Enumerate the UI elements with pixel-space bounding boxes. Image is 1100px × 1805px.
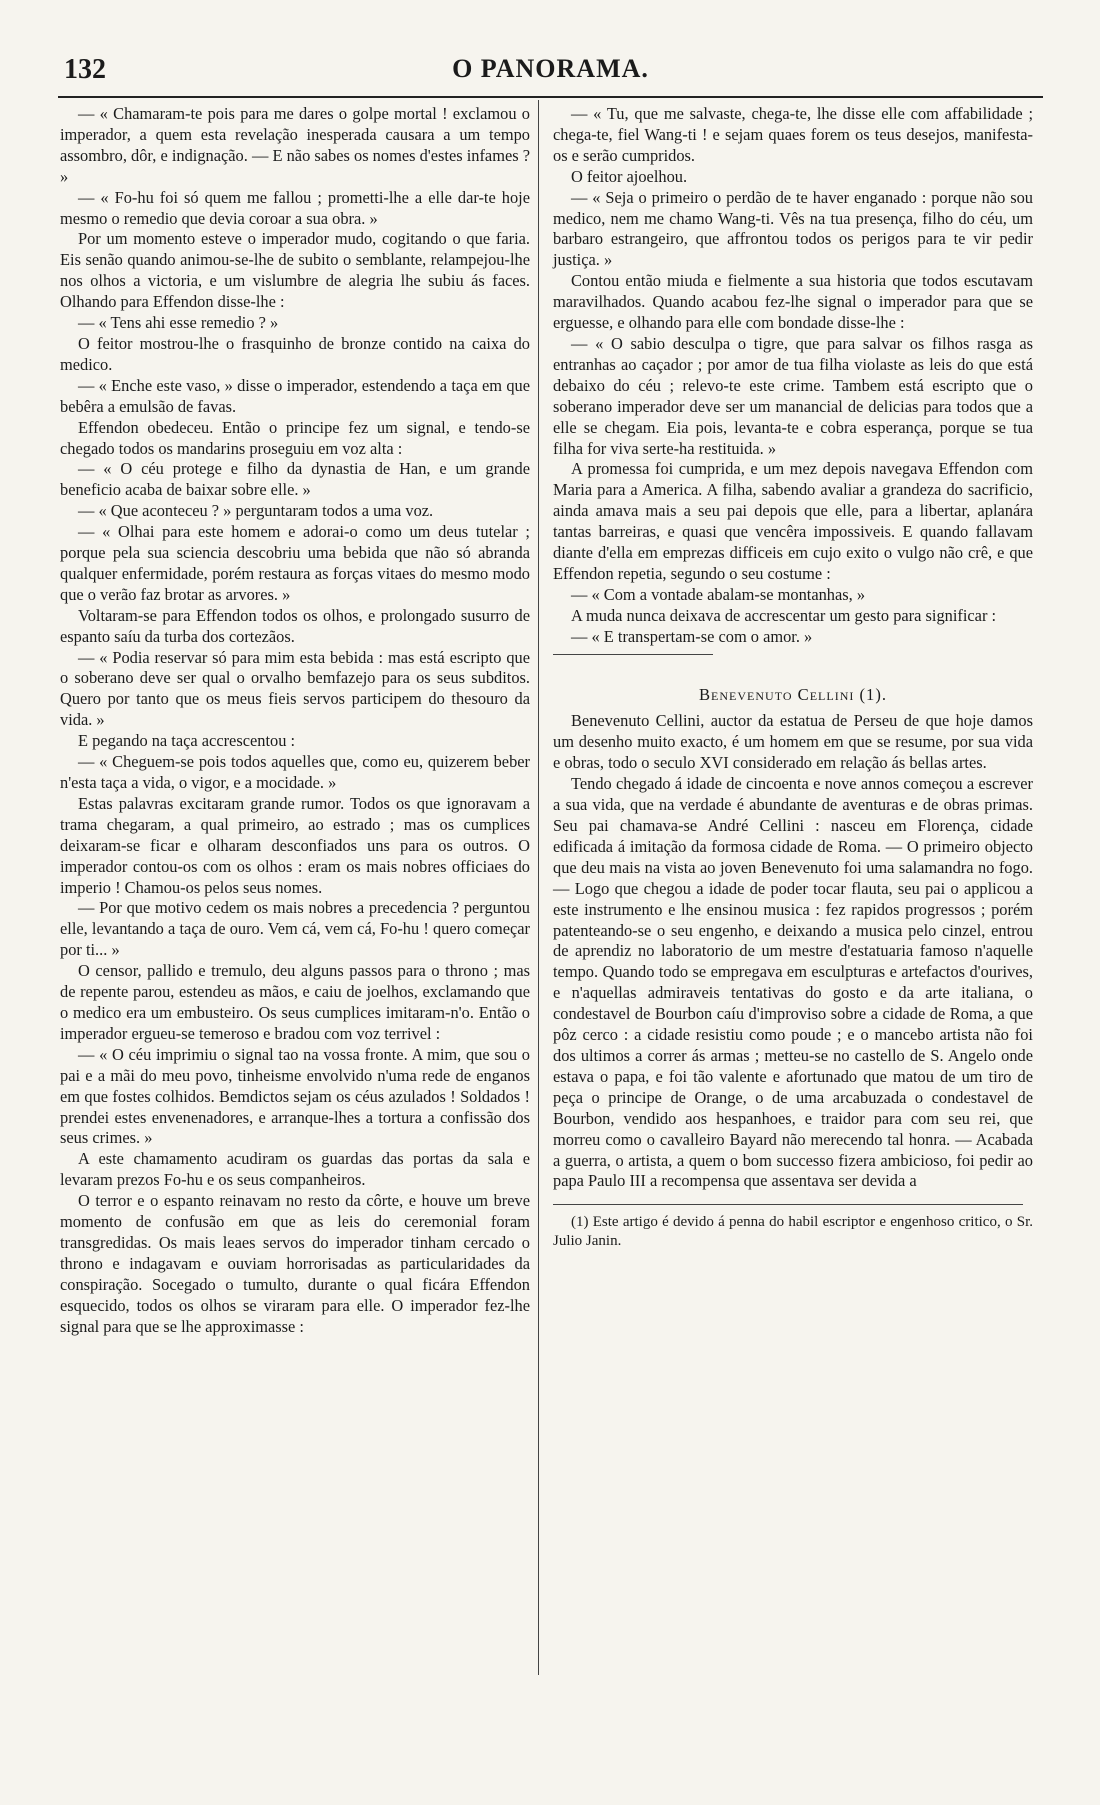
paragraph: O feitor ajoelhou. xyxy=(571,166,688,186)
right-column xyxy=(553,104,1033,1251)
paragraph: — « Que aconteceu ? » perguntaram todos a uma voz. xyxy=(78,501,434,521)
header-rule xyxy=(58,96,1043,98)
section-paragraph: Benevenuto Cellini, auctor da estatua de Perseu de que hoje damos um desenho muito exacto, é um homem em que se resume, por sua vida e obras, todo o seculo XVI considerado em relação ás bellas artes. xyxy=(553,711,1033,773)
section-paragraph: Tendo chegado á idade de cincoenta e nove annos começou a escrever a sua vida, que na verdade é abundante de aventuras e de obras primas. Seu pai chamava-se André Cellini : nasceu em Florença, cidade edificada á imitação da formosa cidade de Roma. — O primeiro objecto que deu mais na vista ao joven Benevenuto foi uma salamandra no fogo. — Logo que chegou a idade de poder tocar flauta, seu pai o applicou a este instrumento e lhe ensinou musica : fez rapidos progressos ; porém patenteando-se o seu engenho, e deixando a musica pelo cinzel, entrou de aprendiz no laboratorio de um mestre d'estatuaria famoso n'aquelle tempo. Quando todo se empregava em esculpturas e artefactos d'ourives, e n'aquellas admiraveis tentativas do gosto e da arte italiana, o condestavel de Bourbon caíu d'improviso sobre a cidade de Roma, a que pôz cerco : a cidade resistiu como poude ; e o mancebo artista não foi dos ultimos a correr ás armas ; metteu-se no castello de S. Angelo onde estava o papa, e foi tão valente e afortunado que matou de um tiro de peça o principe de Orange, o de uma arcabuzada o condestavel de Bourbon, vendido aos hespanhoes, e traidor para com seu rei, que morreu como o cavalleiro Bayard não merecendo tal honra. — Acabada a guerra, o artista, a quem o bom successo fizera ambicioso, foi pedir ao papa Paulo III a recompensa que assentava ser devida a xyxy=(553,774,1033,1191)
paragraph: — « O sabio desculpa o tigre, que para salvar os filhos rasga as entranhas ao caçador ; por amor de tua filha violaste as leis do que está debaixo do céu ; relevo-te este crime. Tambem está escripto que o soberano imperador deve ser um manancial de delicias para todos que a elle se chegam. Eia pois, levanta-te e cobra esperança, porque se tua filha for viva serte-ha restituida. » xyxy=(553,333,1033,458)
paragraph: — « Tens ahi esse remedio ? » xyxy=(78,313,279,333)
page-number: 132 xyxy=(64,54,106,85)
paragraph: — « Podia reservar só para mim esta bebida : mas está escripto que o soberano deve ser qual o orvalho bemfazejo para os seus subditos. Quero por tanto que os meus fieis servos participem do thesouro da vida. » xyxy=(60,647,530,730)
paragraph: A este chamamento acudiram os guardas das portas da sala e levaram prezos Fo-hu e os seus companheiros. xyxy=(60,1149,530,1190)
paragraph: — Por que motivo cedem os mais nobres a precedencia ? perguntou elle, levantando a taça de ouro. Vem cá, vem cá, Fo-hu ! quero começar por ti... » xyxy=(60,898,530,960)
paragraph: Effendon obedeceu. Então o principe fez um signal, e tendo-se chegado todos os mandarins proseguiu em voz alta : xyxy=(60,417,530,458)
paragraph: O feitor mostrou-lhe o frasquinho de bronze contido na caixa do medico. xyxy=(60,333,530,374)
paragraph: — « Fo-hu foi só quem me fallou ; prometti-lhe a elle dar-te hoje mesmo o remedio que devia coroar a sua obra. » xyxy=(60,187,530,228)
paragraph: — « Olhai para este homem e adorai-o como um deus tutelar ; porque pela sua sciencia descobriu uma bebida que não só abranda qualquer enfermidade, porém restaura as forças vitaes do mesmo modo que o verão faz brotar as arvores. » xyxy=(60,522,530,604)
page-header xyxy=(58,52,1043,92)
paragraph: — « Cheguem-se pois todos aquelles que, como eu, quizerem beber n'esta taça a vida, o vigor, e a mocidade. » xyxy=(60,752,530,792)
running-title: O PANORAMA. xyxy=(452,54,649,83)
paragraph: — « O céu imprimiu o signal tao na vossa fronte. A mim, que sou o pai e a mãi do meu povo, tinheisme envolvido n'uma rede de enganos em que fostes colhidos. Bemdictos sejam os céus azulados ! Soldados ! prendei estes envenenadores, e arranque-lhes a tortura a confissão dos seus crimes. » xyxy=(60,1044,530,1148)
paragraph: — « Com a vontade abalam-se montanhas, » xyxy=(571,584,866,604)
paragraph: Estas palavras excitaram grande rumor. Todos os que ignoravam a trama chegaram, a qual primeiro, ao estrado ; mas os cumplices deixaram-se ficar e olharam desconfiados uns para os outros. O imperador contou-os com os olhos : eram os mais nobres officiaes do imperio ! Chamou-os pelos seus nomes. xyxy=(60,793,530,897)
paragraph: Voltaram-se para Effendon todos os olhos, e prolongado susurro de espanto saíu da turba dos cortezãos. xyxy=(60,605,530,646)
left-column xyxy=(60,104,530,1337)
column-divider xyxy=(538,100,539,1675)
paragraph: A promessa foi cumprida, e um mez depois navegava Effendon com Maria para a America. A filha, sabendo avaliar a grandeza do sacrificio, ainda amava mais a seu pai depois que elle, para a libertar, aplanára tantas barreiras, e quasi que vencêra impossiveis. E quando fallavam diante d'ella em emprezas difficeis em cujo exito o vulgo não crê, e que Effendon repetia, segundo o seu costume : xyxy=(553,459,1033,583)
paragraph: O terror e o espanto reinavam no resto da côrte, e houve um breve momento de confusão em que as leis do ceremonial foram transgredidas. Os mais leaes servos do imperador tinham cercado o throno e indagavam e ouviam horrorisadas as particularidades da conspiração. Socegado o tumulto, durante o qual ficára Effendon esquecido, todos os olhos se viraram para elle. O imperador fez-lhe signal para que se lhe approximasse : xyxy=(60,1191,530,1336)
paragraph: — « Tu, que me salvaste, chega-te, lhe disse elle com affabilidade ; chega-te, fiel Wang-ti ! e sejam quaes forem os teus desejos, manifesta-os e serão cumpridos. xyxy=(553,104,1033,165)
paragraph: — « Seja o primeiro o perdão de te haver enganado : porque não sou medico, nem me chamo Wang-ti. Vês na tua presença, filho do céu, um barbaro estrangeiro, que affrontou todos os perigos para te vir pedir justiça. » xyxy=(553,187,1033,270)
paragraph: A muda nunca deixava de accrescentar um gesto para significar : xyxy=(571,605,997,625)
footnote-text: (1) Este artigo é devido á penna do habil escriptor e engenhoso critico, o Sr. Julio Janin. xyxy=(553,1214,1033,1250)
footnote-rule xyxy=(553,1204,1023,1205)
paragraph: — « E transpertam-se com o amor. » xyxy=(571,626,813,646)
paragraph: E pegando na taça accrescentou : xyxy=(78,731,296,751)
paragraph: Contou então miuda e fielmente a sua historia que todos escutavam maravilhados. Quando acabou fez-lhe signal o imperador para que se erguesse, e olhando para elle com bondade disse-lhe : xyxy=(553,271,1033,333)
paragraph: O censor, pallido e tremulo, deu alguns passos para o throno ; mas de repente parou, estendeu as mãos, e caiu de joelhos, exclamando que o medico era um embusteiro. Os seus cumplices imitaram-n'o. Então o imperador ergueu-se temeroso e bradou com voz terrivel : xyxy=(60,961,530,1043)
paragraph: — « Enche este vaso, » disse o imperador, estendendo a taça em que bebêra a emulsão de favas. xyxy=(60,375,530,416)
paragraph: — « O céu protege e filho da dynastia de Han, e um grande beneficio acaba de baixar sobre elle. » xyxy=(60,459,530,500)
footnote xyxy=(553,1213,1033,1251)
paragraph: — « Chamaram-te pois para me dares o golpe mortal ! exclamou o imperador, a quem esta revelação inesperada causara a um tempo assombro, dôr, e indignação. — E não sabes os nomes d'estes infames ? » xyxy=(60,104,530,186)
section-title: Benevenuto Cellini (1). xyxy=(698,684,887,704)
paragraph: Por um momento esteve o imperador mudo, cogitando o que faria. Eis senão quando animou-se-lhe de subito o semblante, relampejou-lhe nos olhos a victoria, e um vislumbre de alegria lhe subiu ás faces. Olhando para Effendon disse-lhe : xyxy=(60,229,530,312)
section-rule xyxy=(553,654,713,655)
